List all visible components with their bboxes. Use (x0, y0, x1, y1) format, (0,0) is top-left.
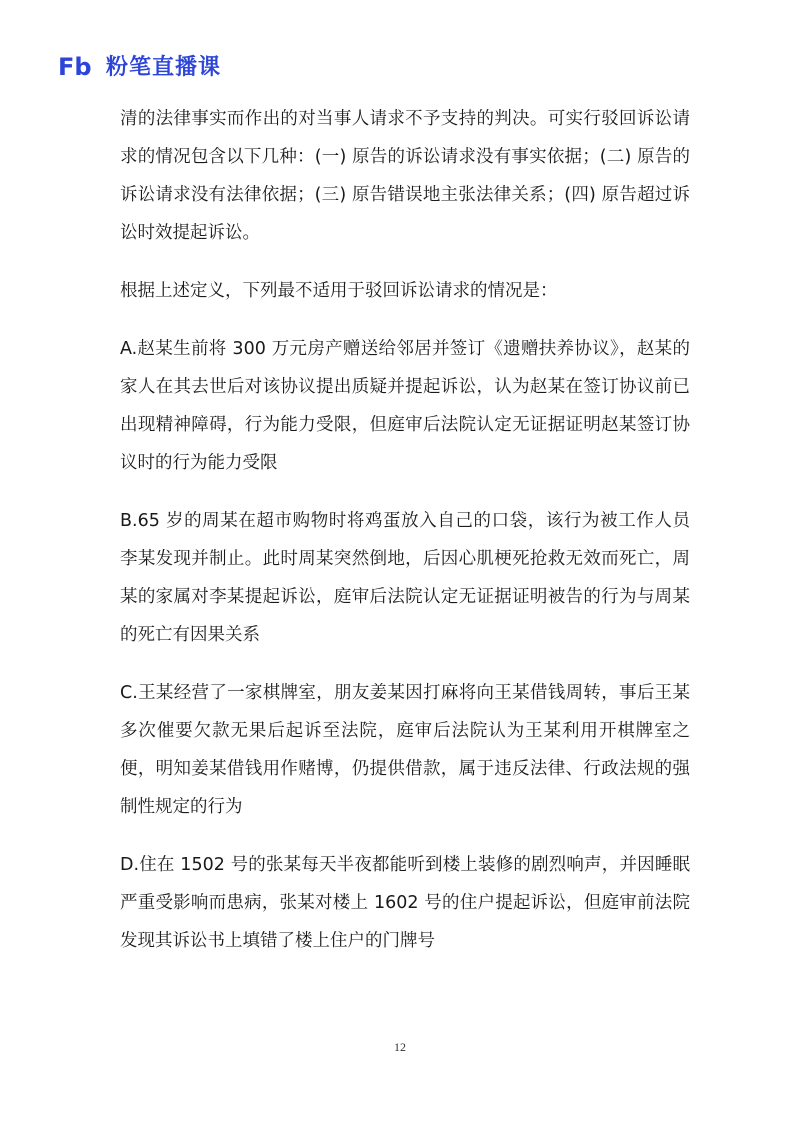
definition-continued: 清的法律事实而作出的对当事人请求不予支持的判决。可实行驳回诉讼请求的情况包含以下几种：(一) 原告的诉讼请求没有事实依据；(二) 原告的诉讼请求没有法律依据；(三) 原告错误地主张法律关系；(四) 原告超过诉讼时效提起诉讼。 (120, 109, 690, 243)
fenbi-logo-icon (58, 51, 98, 81)
option-c: C.王某经营了一家棋牌室，朋友姜某因打麻将向王某借钱周转，事后王某多次催要欠款无果后起诉至法院，庭审后法院认为王某利用开棋牌室之便，明知姜某借钱用作赌博，仍提供借款，属于违反法律、行政法规的强制性规定的行为 (120, 683, 690, 817)
question-stem: 根据上述定义，下列最不适用于驳回诉讼请求的情况是： (120, 281, 558, 301)
document-body (120, 100, 690, 980)
option-b: B.65 岁的周某在超市购物时将鸡蛋放入自己的口袋，该行为被工作人员李某发现并制止。此时周某突然倒地，后因心肌梗死抢救无效而死亡，周某的家属对李某提起诉讼，庭审后法院认定无证据证明被告的行为与周某的死亡有因果关系 (120, 511, 690, 645)
svg-text:Fb: Fb (58, 52, 92, 81)
brand-name: 粉笔直播课 (106, 55, 222, 80)
option-a: A.赵某生前将 300 万元房产赠送给邻居并签订《遗赠扶养协议》，赵某的家人在其去世后对该协议提出质疑并提起诉讼，认为赵某在签订协议前已出现精神障碍，行为能力受限，但庭审后法院认定无证据证明赵某签订协议时的行为能力受限 (120, 339, 690, 473)
option-d: D.住在 1502 号的张某每天半夜都能听到楼上装修的剧烈响声，并因睡眠严重受影响而患病，张某对楼上 1602 号的住户提起诉讼，但庭审前法院发现其诉讼书上填错了楼上住户的门牌号 (120, 855, 690, 951)
page-number: 12 (394, 1040, 406, 1054)
header (58, 50, 221, 81)
